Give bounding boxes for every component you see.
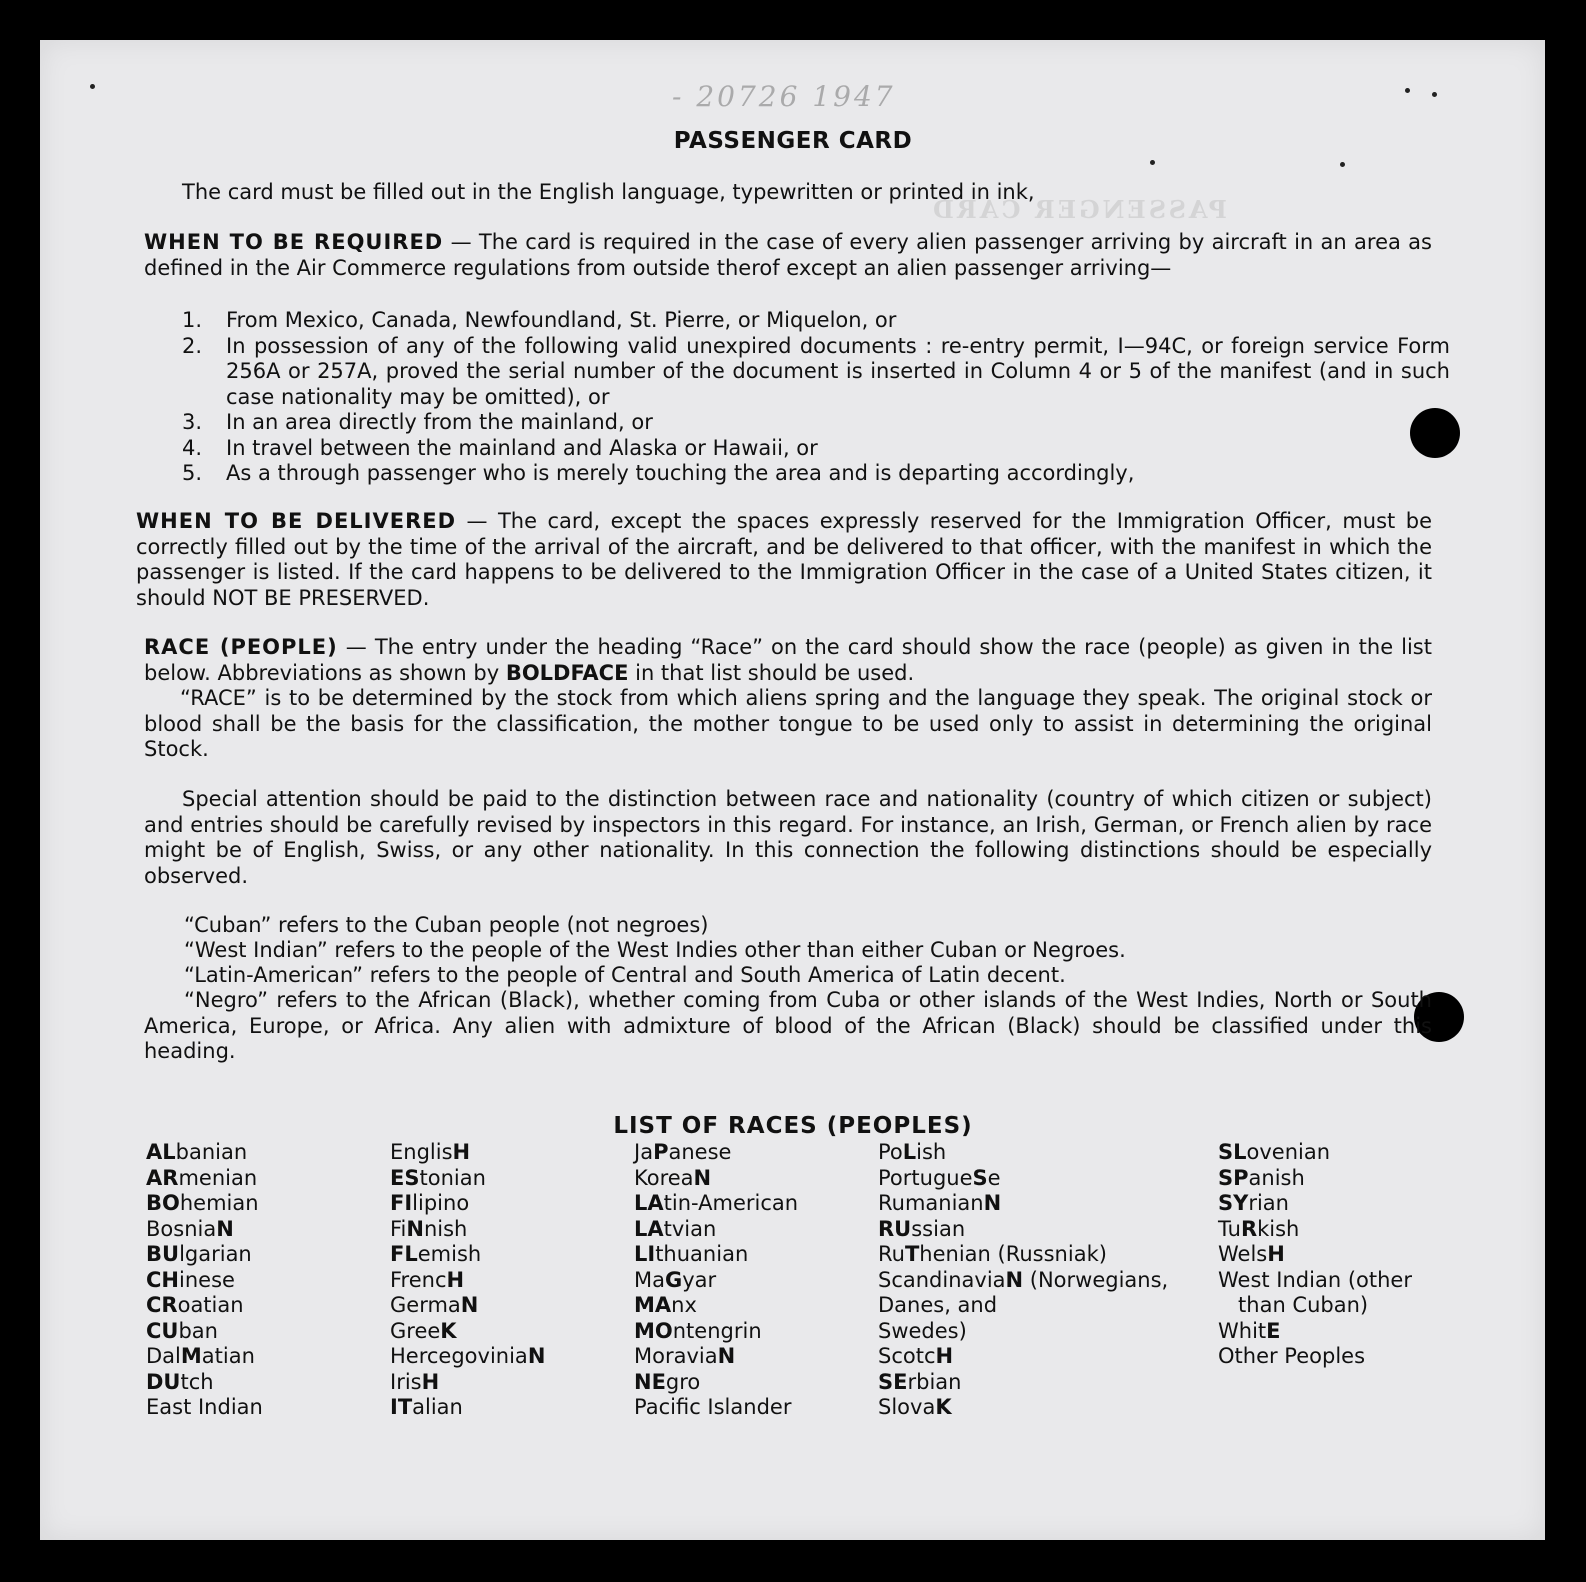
race-entry: DalMatian — [146, 1344, 255, 1368]
race-entry: LAtvian — [634, 1216, 717, 1241]
race-entry: SPanish — [1218, 1165, 1305, 1190]
race-entry: BUlgarian — [146, 1242, 252, 1266]
race-column-1 — [146, 1140, 263, 1421]
race-column-2 — [390, 1140, 545, 1421]
race-entry: FLemish — [390, 1242, 482, 1266]
race-entry: Pacific Islander — [634, 1395, 792, 1419]
speck — [1405, 88, 1410, 93]
list-item: 3. In an area directly from the mainland, or — [182, 410, 653, 434]
race-entry: FrencH — [390, 1267, 465, 1292]
race-entry: SlovaK — [878, 1395, 952, 1419]
race-entry: West Indian (other — [1218, 1267, 1412, 1292]
west-indian-definition: “West Indian” refers to the people of the West Indies other than either Cuban or Negroes. — [184, 938, 1126, 962]
required-section — [144, 230, 1432, 281]
required-text: — The card is required in the case of every alien passenger arriving by aircraft in an area as defined in the Air Commerce regulations from outside therof except an alien passenger arriving— — [144, 230, 1432, 280]
race-entry: than Cuban) — [1218, 1293, 1369, 1317]
delivered-text: — The card, except the spaces expressly reserved for the Immigration Officer, must be correctly filled out by the time of the arrival of the aircraft, and be delivered to that officer, with the manifest in which the passenger is listed. If the card happens to be delivered to the Immigration Officer in the case of a United States citizen, it should NOT BE PRESERVED. — [136, 509, 1432, 610]
race-column-3 — [634, 1140, 798, 1421]
race-entry: Other Peoples — [1218, 1344, 1366, 1368]
race-column-5 — [1218, 1140, 1412, 1370]
race-paragraph-3: Special attention should be paid to the distinction between race and nationality (country of which citizen or subject) and entries should be carefully revised by inspectors in this regard. For instance, an Irish, German, or French alien by race might be of English, Swiss, or any other nationality. In this connection the following distinctions should be especially observed. — [144, 787, 1432, 888]
race-entry: FIlipino — [390, 1191, 470, 1215]
race-entry: FiNnish — [390, 1216, 468, 1241]
instruction-text: The card must be filled out in the English language, typewritten or printed in ink, — [182, 180, 1035, 204]
required-heading: WHEN TO BE REQUIRED — [144, 230, 444, 254]
race-column-4 — [878, 1140, 1168, 1421]
race-entry: East Indian — [146, 1395, 263, 1419]
race-entry: SYrian — [1218, 1191, 1289, 1215]
race-entry: HercegoviniaN — [390, 1344, 546, 1368]
race-entry: SLovenian — [1218, 1140, 1331, 1164]
list-title: LIST OF RACES (PEOPLES) — [613, 1113, 973, 1139]
race-entry: MOntengrin — [634, 1318, 762, 1343]
race-entry: Danes, and — [878, 1293, 998, 1317]
delivered-heading: WHEN TO BE DELIVERED — [136, 509, 457, 533]
race-entry: RUssian — [878, 1216, 966, 1241]
race-entry: ScandinaviaN (Norwegians, — [878, 1267, 1169, 1292]
race-entry: GermaN — [390, 1293, 479, 1317]
list-item: 4. In travel between the mainland and Alaska or Hawaii, or — [182, 435, 818, 460]
race-entry: Swedes) — [878, 1318, 967, 1343]
race-entry: ScotcH — [878, 1344, 954, 1368]
stamp-bleedthrough: PASSENGER CARD — [930, 195, 1227, 224]
race-entry: PortugueSe — [878, 1165, 1001, 1190]
list-item: 1. From Mexico, Canada, Newfoundland, St. Pierre, or Miquelon, or — [182, 308, 897, 332]
race-entry: IrisH — [390, 1369, 440, 1394]
race-entry: MoraviaN — [634, 1344, 736, 1368]
speck — [1150, 160, 1155, 165]
race-entry: EnglisH — [390, 1140, 471, 1164]
race-entry: EStonian — [390, 1165, 486, 1190]
race-paragraph-2: “RACE” is to be determined by the stock from which aliens spring and the language they speak. The original stock or blood shall be the basis for the classification, the mother tongue to be used only to assist in determining the original Stock. — [144, 686, 1432, 761]
cuban-definition: “Cuban” refers to the Cuban people (not negroes) — [184, 913, 709, 937]
race-entry: WelsH — [1218, 1242, 1285, 1266]
race-entry: CUban — [146, 1318, 218, 1343]
race-entry: MaGyar — [634, 1267, 717, 1292]
latin-definition: “Latin-American” refers to the people of Central and South America of Latin decent. — [184, 963, 1066, 987]
race-section: RACE (PEOPLE) — The entry under the heading “Race” on the card should show the race (people) as given in the list below. Abbreviations as shown by BOLDFACE in that list should be used. — [144, 635, 1432, 685]
exception-list — [182, 308, 1450, 487]
race-entry: RumanianN — [878, 1191, 1002, 1215]
list-item: 2. In possession of any of the following valid unexpired documents : re-entry permit, I—94C, or foreign service Form 256A or 257A, proved the serial number of the document is inserted in Column 4 or 5 of the manifest (and in such case nationality may be omitted), or — [182, 333, 1450, 409]
race-entry: ALbanian — [146, 1140, 248, 1164]
speck — [1432, 92, 1437, 97]
race-entry: CHinese — [146, 1267, 235, 1292]
race-entry: TuRkish — [1218, 1216, 1300, 1241]
race-entry: CRoatian — [146, 1293, 244, 1317]
negro-definition: “Negro” refers to the African (Black), whether coming from Cuba or other islands of the West Indies, North or South America, Europe, or Africa. Any alien with admixture of blood of the African (Black) should be classified under this heading. — [144, 988, 1432, 1063]
speck — [90, 84, 95, 89]
handwritten-number: - 20726 1947 — [672, 80, 896, 113]
race-entry: KoreaN — [634, 1165, 712, 1190]
race-entry: ITalian — [390, 1395, 463, 1419]
race-entry: WhitE — [1218, 1318, 1281, 1343]
race-entry: BosniaN — [146, 1216, 234, 1241]
race-entry: NEgro — [634, 1369, 701, 1394]
race-entry: RuThenian (Russniak) — [878, 1242, 1107, 1266]
race-entry: LAtin-American — [634, 1191, 799, 1215]
race-heading: RACE (PEOPLE) — [144, 635, 338, 659]
speck — [1340, 162, 1345, 167]
list-item: 5. As a through passenger who is merely touching the area and is departing accordingly, — [182, 461, 1135, 485]
race-entry: DUtch — [146, 1369, 214, 1394]
delivered-section — [136, 509, 1432, 611]
race-entry: BOhemian — [146, 1191, 259, 1215]
race-entry: MAnx — [634, 1293, 697, 1317]
page-title: PASSENGER CARD — [673, 128, 913, 154]
race-entry: GreeK — [390, 1318, 457, 1343]
race-entry: PoLish — [878, 1140, 947, 1164]
race-entry: ARmenian — [146, 1165, 258, 1190]
race-entry: SErbian — [878, 1369, 962, 1394]
race-entry: JaPanese — [634, 1140, 732, 1164]
race-entry: LIthuanian — [634, 1242, 749, 1266]
boldface-word: BOLDFACE — [505, 660, 629, 685]
